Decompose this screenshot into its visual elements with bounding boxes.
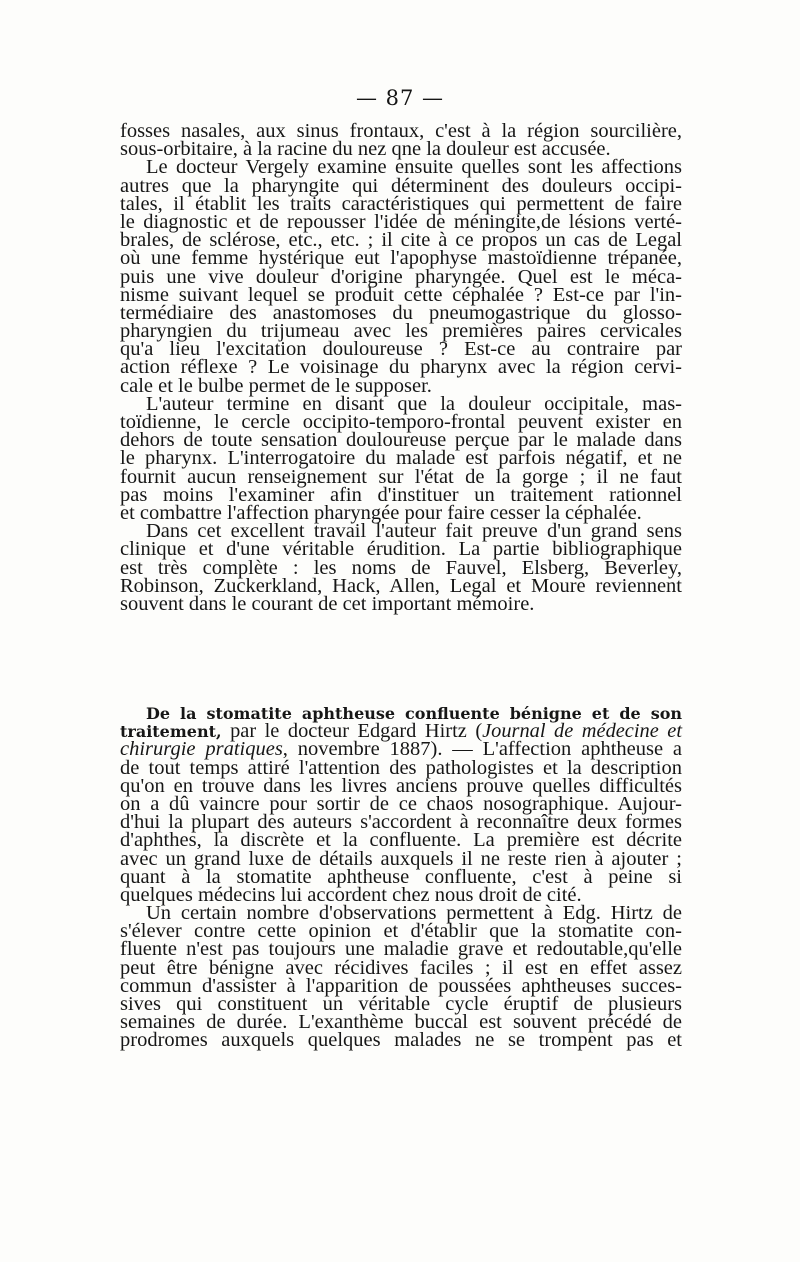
- text-line: quant à la stomatite aphtheuse confluente, c'est à peine si: [120, 865, 682, 888]
- article-title: De la stomatite aphtheuse confluente bénigne et de son: [146, 704, 682, 723]
- text-line: et combattre l'affection pharyngée pour faire cesser la céphalée.: [120, 501, 642, 524]
- text-line: le pharynx. L'interrogatoire du malade est parfois négatif, et ne: [120, 447, 682, 470]
- text-line: action réflexe ? Le voisinage du pharynx avec la région cervi-: [120, 356, 682, 379]
- text-line: clinique et d'une véritable érudition. La partie bibliographique: [120, 538, 682, 561]
- text-line: dehors de toute sensation douloureuse perçue par le malade dans: [120, 429, 682, 452]
- text-section-vergely: [120, 122, 682, 613]
- text-line: cale et le bulbe permet de le supposer.: [120, 374, 432, 397]
- text-section-hirtz: [120, 704, 682, 1050]
- text-line: le diagnostic et de repousser l'idée de méningite,de lésions verté-: [120, 210, 682, 233]
- text-line: de tout temps attiré l'attention des pathologistes et la description: [120, 756, 682, 779]
- text-line: autres que la pharyngite qui déterminent des douleurs occipi-: [120, 174, 682, 197]
- text-line: on a dû vaincre pour sortir de ce chaos nosographique. Aujour-: [120, 792, 682, 815]
- text-line: semaines de durée. L'exanthème buccal est souvent précédé de: [120, 1011, 682, 1034]
- article-title-end: traitement,: [120, 722, 222, 742]
- text-line: s'élever contre cette opinion et d'établir que la stomatite con-: [120, 920, 682, 943]
- text-line: souvent dans le courant de cet important mémoire.: [120, 592, 535, 615]
- text-line: puis une vive douleur d'origine pharyngée. Quel est le méca-: [120, 265, 682, 288]
- text-line: fluente n'est pas toujours une maladie grave et redoutable,qu'elle: [120, 938, 682, 961]
- text-line: toïdienne, le cercle occipito-temporo-frontal peuvent exister en: [120, 411, 682, 433]
- text-line: pas moins l'examiner afin d'instituer un traitement rationnel: [120, 483, 682, 506]
- text-line: d'hui la plupart des auteurs s'accordent à reconnaître deux formes: [120, 811, 682, 834]
- text-line: brales, de sclérose, etc., etc. ; il cite à ce propos un cas de Legal: [120, 229, 682, 252]
- text-line: sous-orbitaire, à la racine du nez qne la douleur est accusée.: [120, 138, 611, 161]
- page-number: — 87 —: [355, 86, 445, 110]
- text-line: termédiaire des anastomoses du pneumogastrique du glosso-: [120, 301, 682, 324]
- text-line: qu'a lieu l'excitation douloureuse ? Est-ce au contraire par: [120, 338, 682, 361]
- text-line: Un certain nombre d'observations permettent à Edg. Hirtz de: [146, 902, 682, 925]
- text-line: Dans cet excellent travail l'auteur fait preuve d'un grand sens: [146, 520, 682, 543]
- journal-name-end: chirurgie pratiques: [120, 738, 283, 761]
- text-line: peut être bénigne avec récidives faciles ; il est en effet assez: [120, 956, 682, 979]
- text-line: prodromes auxquels quelques malades ne se trompent pas et: [120, 1029, 682, 1052]
- text-line: pharyngien du trijumeau avec les premières paires cervicales: [120, 320, 682, 343]
- text-line: commun d'assister à l'apparition de poussées aphtheuses succes-: [120, 974, 682, 997]
- article-author: par le docteur Edgard Hirtz (: [221, 720, 483, 743]
- article-date: , novembre 1887). — L'affection aphtheuse a: [282, 738, 682, 761]
- article-heading-line: [120, 738, 682, 761]
- text-line: quelques médecins lui accordent chez nous droit de cité.: [120, 883, 582, 906]
- text-line: est très complète : les noms de Fauvel, Elsberg, Beverley,: [120, 556, 682, 579]
- text-line: Robinson, Zuckerkland, Hack, Allen, Legal et Moure reviennent: [120, 574, 682, 597]
- text-line: avec un grand luxe de détails auxquels il ne reste rien à ajouter ;: [120, 847, 682, 870]
- text-line: où une femme hystérique eut l'apophyse mastoïdienne trépanée,: [120, 247, 682, 270]
- text-line: fournit aucun renseignement sur l'état de la gorge ; il ne faut: [120, 465, 682, 488]
- text-line: Le docteur Vergely examine ensuite quelles sont les affections: [146, 156, 682, 179]
- text-line: fosses nasales, aux sinus frontaux, c'est à la région sourcilière,: [120, 120, 682, 142]
- journal-name: Journal de médecine et: [482, 720, 682, 743]
- text-line: sives qui constituent un véritable cycle éruptif de plusieurs: [120, 993, 682, 1015]
- text-line: tales, il établit les traits caractéristiques qui permettent de faire: [120, 192, 682, 215]
- text-line: d'aphthes, la discrète et la confluente. La première est décrite: [120, 829, 682, 852]
- text-line: L'auteur termine en disant que la douleur occipitale, mas-: [146, 392, 682, 415]
- text-line: qu'on en trouve dans les livres anciens prouve quelles difficultés: [120, 774, 682, 797]
- text-line: nisme suivant lequel se produit cette céphalée ? Est-ce par l'in-: [120, 283, 682, 306]
